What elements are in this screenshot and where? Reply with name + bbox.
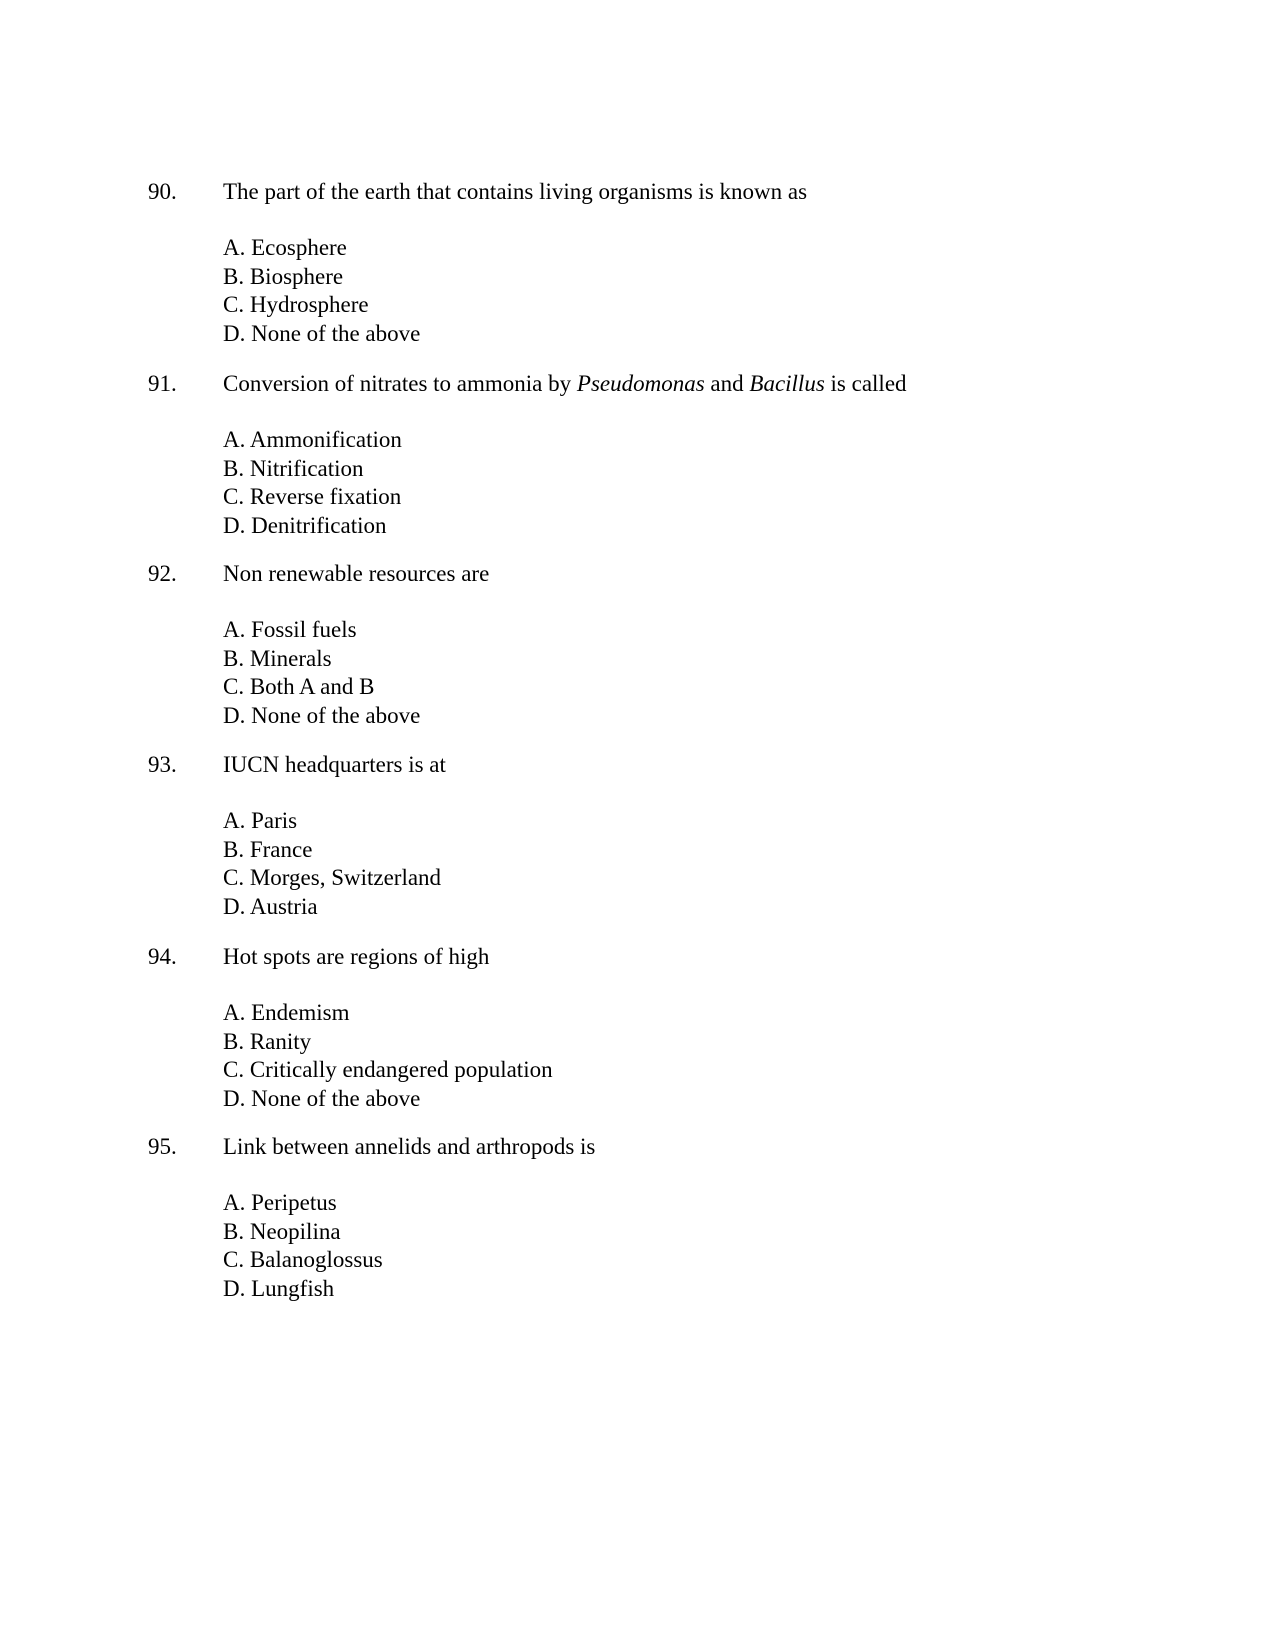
option-d: D. None of the above — [223, 1085, 421, 1111]
question-text: The part of the earth that contains living organisms is known as — [223, 179, 808, 204]
question-text — [223, 370, 907, 398]
option-a: A. Ecosphere — [223, 235, 347, 260]
question-number: 93. — [148, 752, 177, 777]
option-c: C. Reverse fixation — [223, 484, 402, 509]
italic-term-pseudomonas: Pseudomonas — [576, 371, 705, 396]
option-d: D. Austria — [223, 893, 318, 919]
option-d: D. None of the above — [223, 702, 421, 728]
question-text: Hot spots are regions of high — [223, 944, 490, 969]
question-number: 94. — [148, 944, 177, 969]
option-b: B. Biosphere — [223, 263, 344, 289]
option-list — [223, 807, 441, 921]
option-b: B. Minerals — [223, 645, 332, 671]
option-c: C. Critically endangered population — [223, 1057, 553, 1082]
question-text: IUCN headquarters is at — [223, 752, 446, 777]
option-b: B. Nitrification — [223, 455, 364, 481]
italic-term-bacillus: Bacillus — [749, 371, 825, 396]
option-b: B. Ranity — [223, 1028, 312, 1054]
question-number: 90. — [148, 179, 177, 204]
option-c: C. Balanoglossus — [223, 1247, 383, 1272]
option-c: C. Hydrosphere — [223, 292, 369, 317]
option-b: B. Neopilina — [223, 1218, 341, 1244]
option-d: D. None of the above — [223, 320, 421, 346]
option-a: A. Paris — [223, 808, 298, 833]
option-list — [223, 1189, 383, 1303]
option-list — [223, 234, 420, 348]
option-c: C. Both A and B — [223, 674, 375, 699]
option-list — [223, 426, 402, 540]
option-list — [223, 616, 420, 730]
question-text-part: and — [704, 371, 750, 396]
question-number: 95. — [148, 1134, 177, 1159]
option-a: A. Ammonification — [223, 427, 402, 452]
question-number: 92. — [148, 561, 177, 586]
question-text-part: Conversion of nitrates to ammonia by — [223, 371, 577, 396]
option-b: B. France — [223, 836, 313, 862]
question-text: Non renewable resources are — [223, 561, 490, 586]
option-c: C. Morges, Switzerland — [223, 865, 442, 890]
question-text-part: is called — [824, 371, 907, 396]
option-a: A. Peripetus — [223, 1190, 337, 1215]
option-d: D. Denitrification — [223, 512, 387, 538]
option-a: A. Fossil fuels — [223, 617, 357, 642]
question-text: Link between annelids and arthropods is — [223, 1134, 596, 1159]
option-a: A. Endemism — [223, 1000, 350, 1025]
question-number: 91. — [148, 371, 177, 396]
option-d: D. Lungfish — [223, 1275, 335, 1301]
option-list — [223, 999, 553, 1113]
